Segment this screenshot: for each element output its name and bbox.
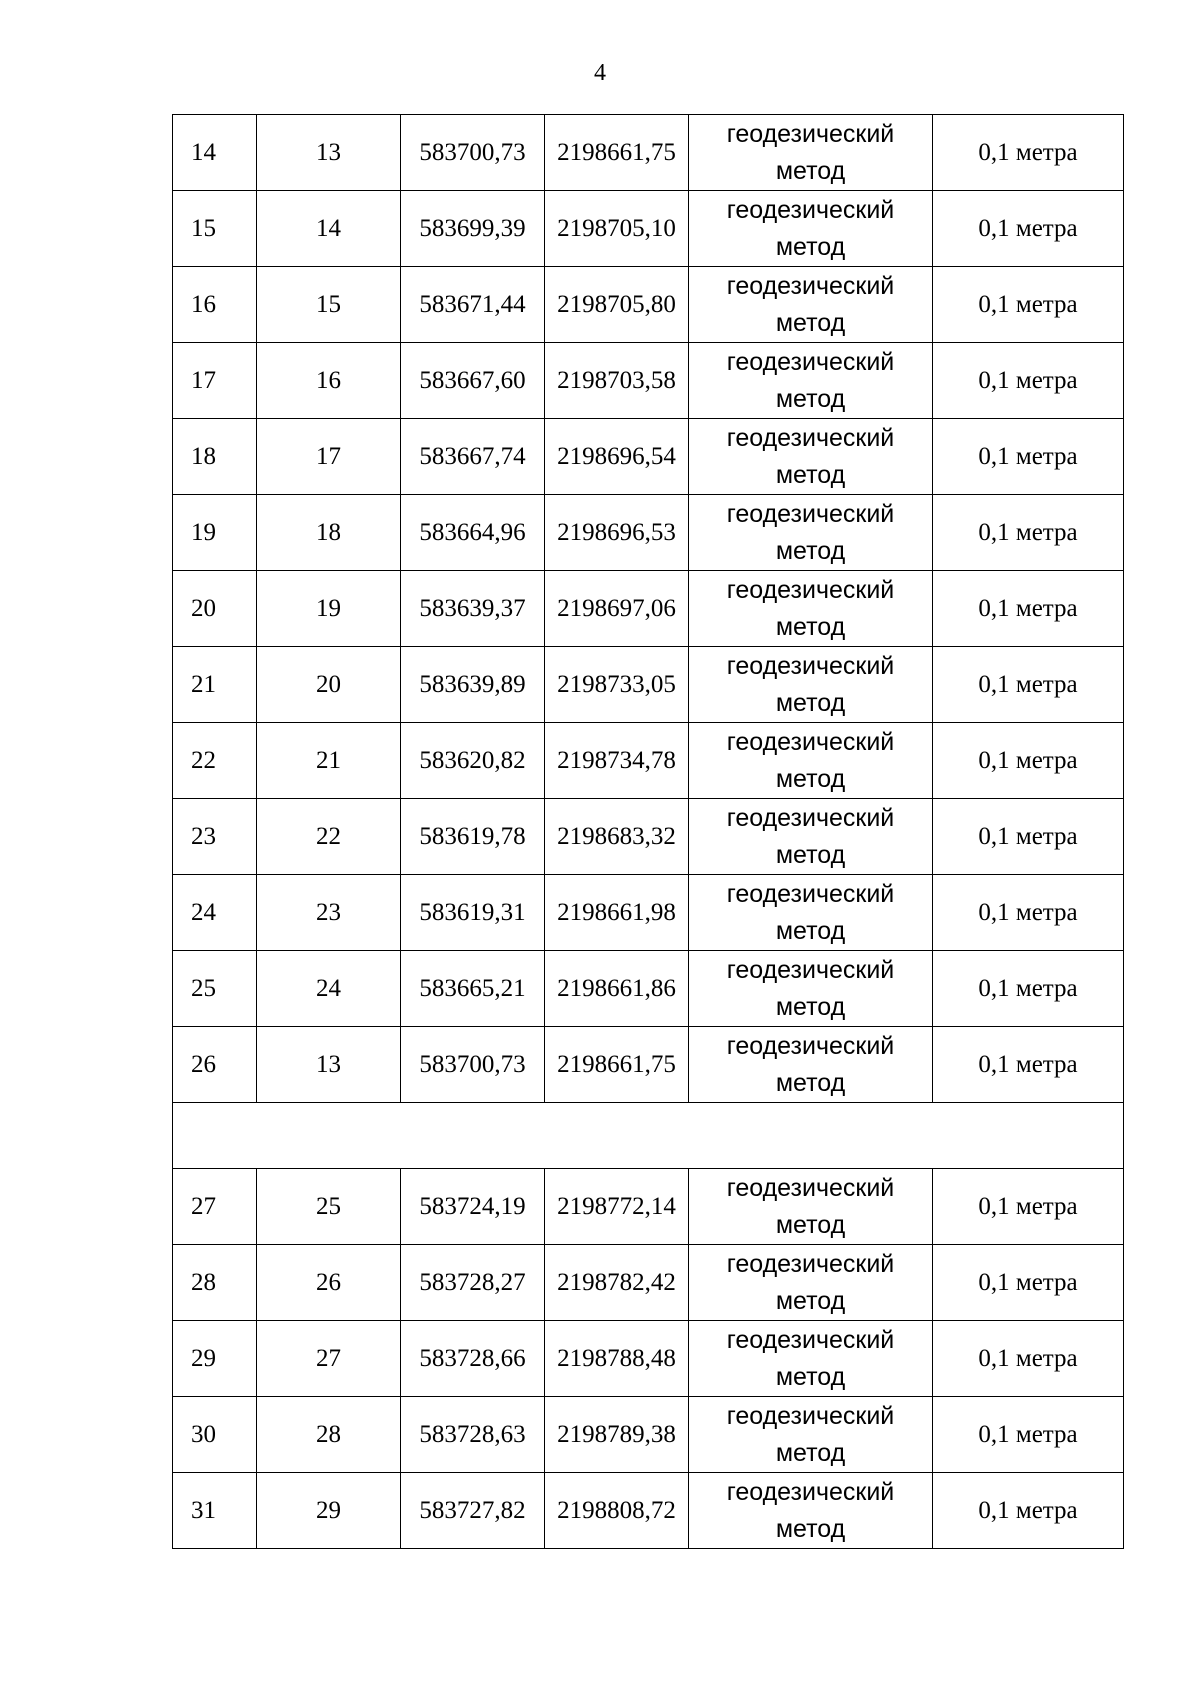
table-row bbox=[173, 191, 1124, 267]
accuracy-cell: 0,1 метра bbox=[933, 1473, 1124, 1549]
accuracy-cell: 0,1 метра bbox=[933, 723, 1124, 799]
table-row bbox=[173, 267, 1124, 343]
method-cell bbox=[689, 1027, 933, 1103]
spacer-cell bbox=[173, 1103, 1124, 1169]
y-coordinate-cell: 2198696,54 bbox=[545, 419, 689, 495]
method-line-1: геодезический bbox=[726, 1249, 895, 1278]
method-cell bbox=[689, 495, 933, 571]
row-number-cell: 19 bbox=[173, 495, 257, 571]
method-line-2: метод bbox=[775, 460, 846, 489]
method-cell bbox=[689, 191, 933, 267]
accuracy-cell: 0,1 метра bbox=[933, 191, 1124, 267]
row-number-cell: 20 bbox=[173, 571, 257, 647]
x-coordinate-cell: 583639,89 bbox=[401, 647, 545, 723]
x-coordinate-cell: 583671,44 bbox=[401, 267, 545, 343]
y-coordinate-cell: 2198697,06 bbox=[545, 571, 689, 647]
method-line-1: геодезический bbox=[726, 727, 895, 756]
method-cell bbox=[689, 571, 933, 647]
method-line-1: геодезический bbox=[726, 119, 895, 148]
method-line-2: метод bbox=[775, 1514, 846, 1543]
method-cell bbox=[689, 1397, 933, 1473]
x-coordinate-cell: 583664,96 bbox=[401, 495, 545, 571]
table-row bbox=[173, 1169, 1124, 1245]
table-row bbox=[173, 951, 1124, 1027]
point-number-cell: 22 bbox=[257, 799, 401, 875]
method-line-2: метод bbox=[775, 916, 846, 945]
method-line-2: метод bbox=[775, 688, 846, 717]
y-coordinate-cell: 2198705,10 bbox=[545, 191, 689, 267]
method-cell bbox=[689, 419, 933, 495]
method-cell bbox=[689, 723, 933, 799]
row-number-cell: 24 bbox=[173, 875, 257, 951]
y-coordinate-cell: 2198789,38 bbox=[545, 1397, 689, 1473]
table-row bbox=[173, 343, 1124, 419]
method-cell bbox=[689, 1245, 933, 1321]
point-number-cell: 18 bbox=[257, 495, 401, 571]
row-number-cell: 29 bbox=[173, 1321, 257, 1397]
table-row bbox=[173, 419, 1124, 495]
table-row bbox=[173, 1397, 1124, 1473]
table-body-after-gap bbox=[173, 1169, 1124, 1549]
method-line-2: метод bbox=[775, 612, 846, 641]
x-coordinate-cell: 583728,66 bbox=[401, 1321, 545, 1397]
point-number-cell: 29 bbox=[257, 1473, 401, 1549]
row-number-cell: 26 bbox=[173, 1027, 257, 1103]
point-number-cell: 13 bbox=[257, 115, 401, 191]
method-line-2: метод bbox=[775, 840, 846, 869]
y-coordinate-cell: 2198703,58 bbox=[545, 343, 689, 419]
accuracy-cell: 0,1 метра bbox=[933, 647, 1124, 723]
method-line-1: геодезический bbox=[726, 1401, 895, 1430]
method-line-2: метод bbox=[775, 1068, 846, 1097]
row-number-cell: 17 bbox=[173, 343, 257, 419]
row-number-cell: 22 bbox=[173, 723, 257, 799]
accuracy-cell: 0,1 метра bbox=[933, 267, 1124, 343]
y-coordinate-cell: 2198734,78 bbox=[545, 723, 689, 799]
method-line-1: геодезический bbox=[726, 499, 895, 528]
x-coordinate-cell: 583639,37 bbox=[401, 571, 545, 647]
method-line-1: геодезический bbox=[726, 879, 895, 908]
point-number-cell: 26 bbox=[257, 1245, 401, 1321]
table-body-before-gap bbox=[173, 115, 1124, 1103]
accuracy-cell: 0,1 метра bbox=[933, 571, 1124, 647]
y-coordinate-cell: 2198661,75 bbox=[545, 1027, 689, 1103]
row-number-cell: 25 bbox=[173, 951, 257, 1027]
row-number-cell: 21 bbox=[173, 647, 257, 723]
table-row bbox=[173, 723, 1124, 799]
x-coordinate-cell: 583619,78 bbox=[401, 799, 545, 875]
point-number-cell: 19 bbox=[257, 571, 401, 647]
row-number-cell: 27 bbox=[173, 1169, 257, 1245]
accuracy-cell: 0,1 метра bbox=[933, 1027, 1124, 1103]
method-line-2: метод bbox=[775, 1438, 846, 1467]
y-coordinate-cell: 2198808,72 bbox=[545, 1473, 689, 1549]
x-coordinate-cell: 583667,74 bbox=[401, 419, 545, 495]
y-coordinate-cell: 2198661,98 bbox=[545, 875, 689, 951]
method-line-1: геодезический bbox=[726, 1325, 895, 1354]
method-cell bbox=[689, 343, 933, 419]
accuracy-cell: 0,1 метра bbox=[933, 343, 1124, 419]
accuracy-cell: 0,1 метра bbox=[933, 1321, 1124, 1397]
method-line-2: метод bbox=[775, 764, 846, 793]
table-row bbox=[173, 875, 1124, 951]
method-line-1: геодезический bbox=[726, 575, 895, 604]
method-line-1: геодезический bbox=[726, 1031, 895, 1060]
row-number-cell: 23 bbox=[173, 799, 257, 875]
coordinates-table bbox=[172, 114, 1124, 1549]
point-number-cell: 27 bbox=[257, 1321, 401, 1397]
page-number: 4 bbox=[594, 60, 606, 86]
method-line-2: метод bbox=[775, 992, 846, 1021]
method-line-2: метод bbox=[775, 1210, 846, 1239]
table-row bbox=[173, 1245, 1124, 1321]
method-line-1: геодезический bbox=[726, 195, 895, 224]
accuracy-cell: 0,1 метра bbox=[933, 1245, 1124, 1321]
method-line-2: метод bbox=[775, 232, 846, 261]
table-row bbox=[173, 647, 1124, 723]
accuracy-cell: 0,1 метра bbox=[933, 951, 1124, 1027]
x-coordinate-cell: 583700,73 bbox=[401, 1027, 545, 1103]
row-number-cell: 16 bbox=[173, 267, 257, 343]
x-coordinate-cell: 583727,82 bbox=[401, 1473, 545, 1549]
point-number-cell: 24 bbox=[257, 951, 401, 1027]
method-line-1: геодезический bbox=[726, 1173, 895, 1202]
point-number-cell: 20 bbox=[257, 647, 401, 723]
method-cell bbox=[689, 1321, 933, 1397]
row-number-cell: 28 bbox=[173, 1245, 257, 1321]
point-number-cell: 21 bbox=[257, 723, 401, 799]
table-row bbox=[173, 799, 1124, 875]
method-line-1: геодезический bbox=[726, 423, 895, 452]
accuracy-cell: 0,1 метра bbox=[933, 115, 1124, 191]
accuracy-cell: 0,1 метра bbox=[933, 495, 1124, 571]
point-number-cell: 28 bbox=[257, 1397, 401, 1473]
accuracy-cell: 0,1 метра bbox=[933, 799, 1124, 875]
row-number-cell: 30 bbox=[173, 1397, 257, 1473]
x-coordinate-cell: 583619,31 bbox=[401, 875, 545, 951]
method-line-2: метод bbox=[775, 156, 846, 185]
y-coordinate-cell: 2198772,14 bbox=[545, 1169, 689, 1245]
method-cell bbox=[689, 1169, 933, 1245]
row-number-cell: 31 bbox=[173, 1473, 257, 1549]
table-row bbox=[173, 115, 1124, 191]
y-coordinate-cell: 2198683,32 bbox=[545, 799, 689, 875]
method-cell bbox=[689, 267, 933, 343]
accuracy-cell: 0,1 метра bbox=[933, 1169, 1124, 1245]
method-cell bbox=[689, 647, 933, 723]
method-line-2: метод bbox=[775, 1362, 846, 1391]
table-row bbox=[173, 1321, 1124, 1397]
method-line-1: геодезический bbox=[726, 347, 895, 376]
y-coordinate-cell: 2198696,53 bbox=[545, 495, 689, 571]
method-line-1: геодезический bbox=[726, 955, 895, 984]
method-line-2: метод bbox=[775, 384, 846, 413]
x-coordinate-cell: 583724,19 bbox=[401, 1169, 545, 1245]
x-coordinate-cell: 583728,27 bbox=[401, 1245, 545, 1321]
method-line-2: метод bbox=[775, 1286, 846, 1315]
table-row bbox=[173, 1027, 1124, 1103]
x-coordinate-cell: 583667,60 bbox=[401, 343, 545, 419]
row-number-cell: 14 bbox=[173, 115, 257, 191]
method-cell bbox=[689, 875, 933, 951]
spacer-row bbox=[173, 1103, 1124, 1169]
point-number-cell: 17 bbox=[257, 419, 401, 495]
x-coordinate-cell: 583699,39 bbox=[401, 191, 545, 267]
point-number-cell: 23 bbox=[257, 875, 401, 951]
y-coordinate-cell: 2198661,86 bbox=[545, 951, 689, 1027]
accuracy-cell: 0,1 метра bbox=[933, 875, 1124, 951]
method-line-1: геодезический bbox=[726, 1477, 895, 1506]
y-coordinate-cell: 2198705,80 bbox=[545, 267, 689, 343]
method-cell bbox=[689, 1473, 933, 1549]
y-coordinate-cell: 2198661,75 bbox=[545, 115, 689, 191]
row-number-cell: 18 bbox=[173, 419, 257, 495]
method-cell bbox=[689, 951, 933, 1027]
accuracy-cell: 0,1 метра bbox=[933, 419, 1124, 495]
y-coordinate-cell: 2198788,48 bbox=[545, 1321, 689, 1397]
y-coordinate-cell: 2198782,42 bbox=[545, 1245, 689, 1321]
point-number-cell: 25 bbox=[257, 1169, 401, 1245]
table-row bbox=[173, 571, 1124, 647]
point-number-cell: 14 bbox=[257, 191, 401, 267]
method-line-2: метод bbox=[775, 308, 846, 337]
method-line-1: геодезический bbox=[726, 803, 895, 832]
method-line-1: геодезический bbox=[726, 271, 895, 300]
y-coordinate-cell: 2198733,05 bbox=[545, 647, 689, 723]
table-spacer bbox=[173, 1103, 1124, 1169]
x-coordinate-cell: 583700,73 bbox=[401, 115, 545, 191]
point-number-cell: 16 bbox=[257, 343, 401, 419]
method-line-2: метод bbox=[775, 536, 846, 565]
method-cell bbox=[689, 115, 933, 191]
method-cell bbox=[689, 799, 933, 875]
method-line-1: геодезический bbox=[726, 651, 895, 680]
point-number-cell: 15 bbox=[257, 267, 401, 343]
point-number-cell: 13 bbox=[257, 1027, 401, 1103]
x-coordinate-cell: 583620,82 bbox=[401, 723, 545, 799]
accuracy-cell: 0,1 метра bbox=[933, 1397, 1124, 1473]
table-row bbox=[173, 495, 1124, 571]
x-coordinate-cell: 583728,63 bbox=[401, 1397, 545, 1473]
table-row bbox=[173, 1473, 1124, 1549]
row-number-cell: 15 bbox=[173, 191, 257, 267]
x-coordinate-cell: 583665,21 bbox=[401, 951, 545, 1027]
